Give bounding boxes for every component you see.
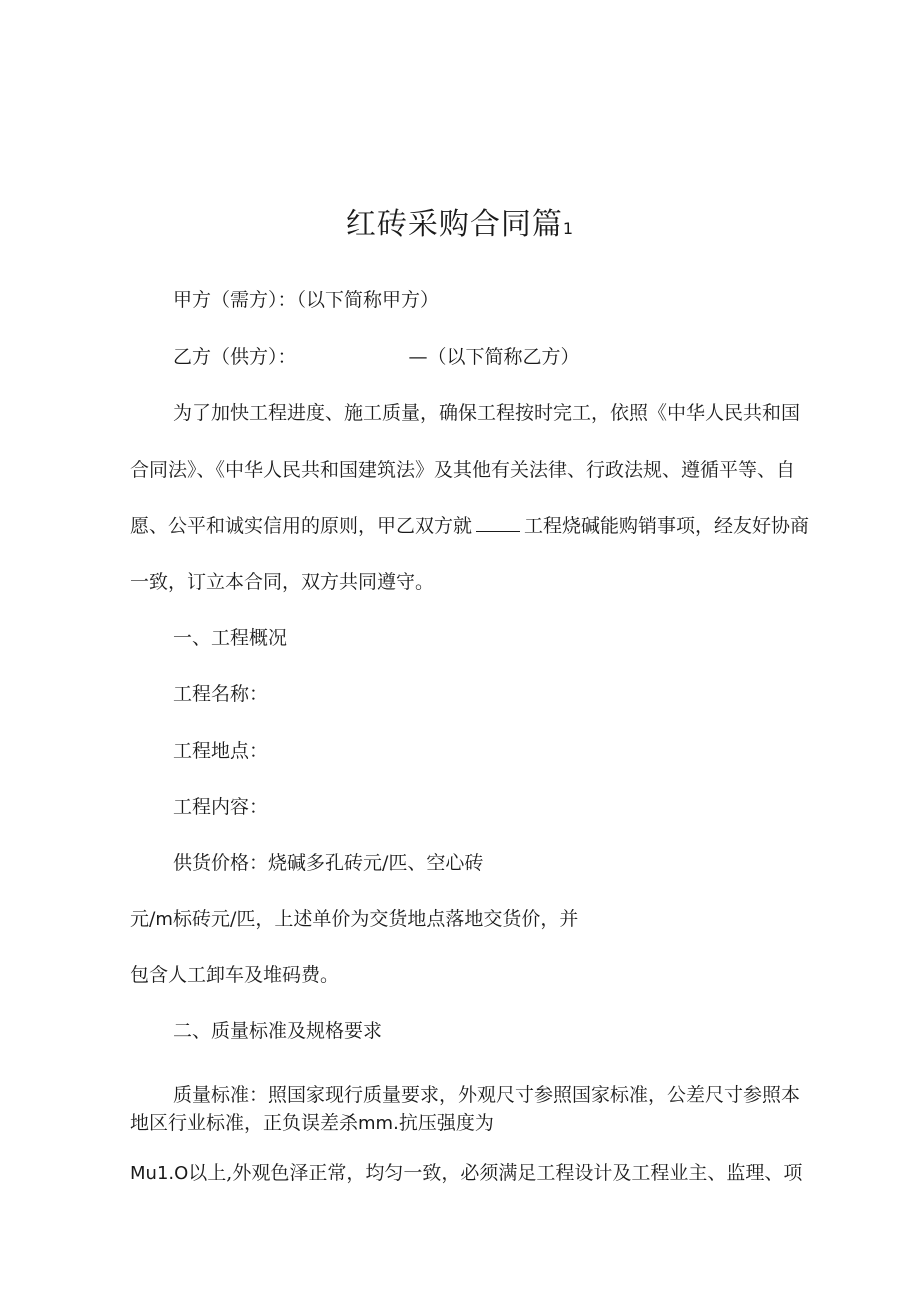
project-location-field: 工程地点： xyxy=(173,740,269,762)
quality-line-1: 质量标准：照国家现行质量要求，外观尺寸参照国家标准，公差尺寸参照本 xyxy=(173,1084,801,1106)
quality-unit: mm. xyxy=(358,1113,399,1134)
supply-price-2c: 标砖元/匹，上述单价为交货地点落地交货价，并 xyxy=(172,908,579,930)
intro-line-3b: 工程烧碱能购销事项，经友好协商 xyxy=(524,515,810,537)
supply-price-unit: m xyxy=(155,909,173,930)
party-b-suffix: —（以下简称乙方） xyxy=(408,346,580,368)
party-b-line xyxy=(173,345,580,369)
intro-line-3a: 愿、公平和诚实信用的原则，甲乙双方就 xyxy=(130,515,473,537)
project-content-field: 工程内容： xyxy=(173,796,269,818)
quality-line-2 xyxy=(130,1111,494,1136)
intro-paragraph-line-1: 为了加快工程进度、施工质量，确保工程按时完工，依照《中华人民共和国 xyxy=(173,402,801,424)
party-b-label: 乙方（供方）： xyxy=(173,346,297,368)
supply-price-line-2 xyxy=(130,907,578,932)
quality-line-2a: 地区行业标准，正负误差杀 xyxy=(130,1112,359,1134)
intro-paragraph-line-2: 合同法》、《中华人民共和国建筑法》及其他有关法律、行政法规、遵循平等、自 xyxy=(130,459,796,481)
quality-line-3b: 以上,外观色泽正常，均匀一致，必须满足工程设计及工程业主、监理、项 xyxy=(188,1162,803,1184)
project-blank xyxy=(476,515,520,532)
supply-price-line-3: 包含人工卸车及堆码费。 xyxy=(130,964,340,986)
title-number: 1 xyxy=(562,219,575,238)
quality-line-3 xyxy=(130,1161,802,1186)
project-name-field: 工程名称： xyxy=(173,683,269,705)
supply-price-line-1: 供货价格：烧碱多孔砖元/匹、空心砖 xyxy=(173,852,484,874)
intro-paragraph-line-3 xyxy=(130,514,809,538)
document-title xyxy=(0,205,920,249)
strength-grade: Mu1.O xyxy=(130,1163,189,1184)
quality-line-2c: 抗压强度为 xyxy=(398,1112,494,1134)
section-1-heading: 一、工程概况 xyxy=(173,627,288,649)
party-a-line: 甲方（需方）：（以下简称甲方） xyxy=(173,289,440,311)
intro-paragraph-line-4: 一致，订立本合同，双方共同遵守。 xyxy=(130,571,435,593)
supply-price-2a: 元/ xyxy=(130,908,156,930)
title-text: 红砖采购合同篇 xyxy=(345,207,563,242)
section-2-heading: 二、质量标准及规格要求 xyxy=(173,1020,383,1042)
